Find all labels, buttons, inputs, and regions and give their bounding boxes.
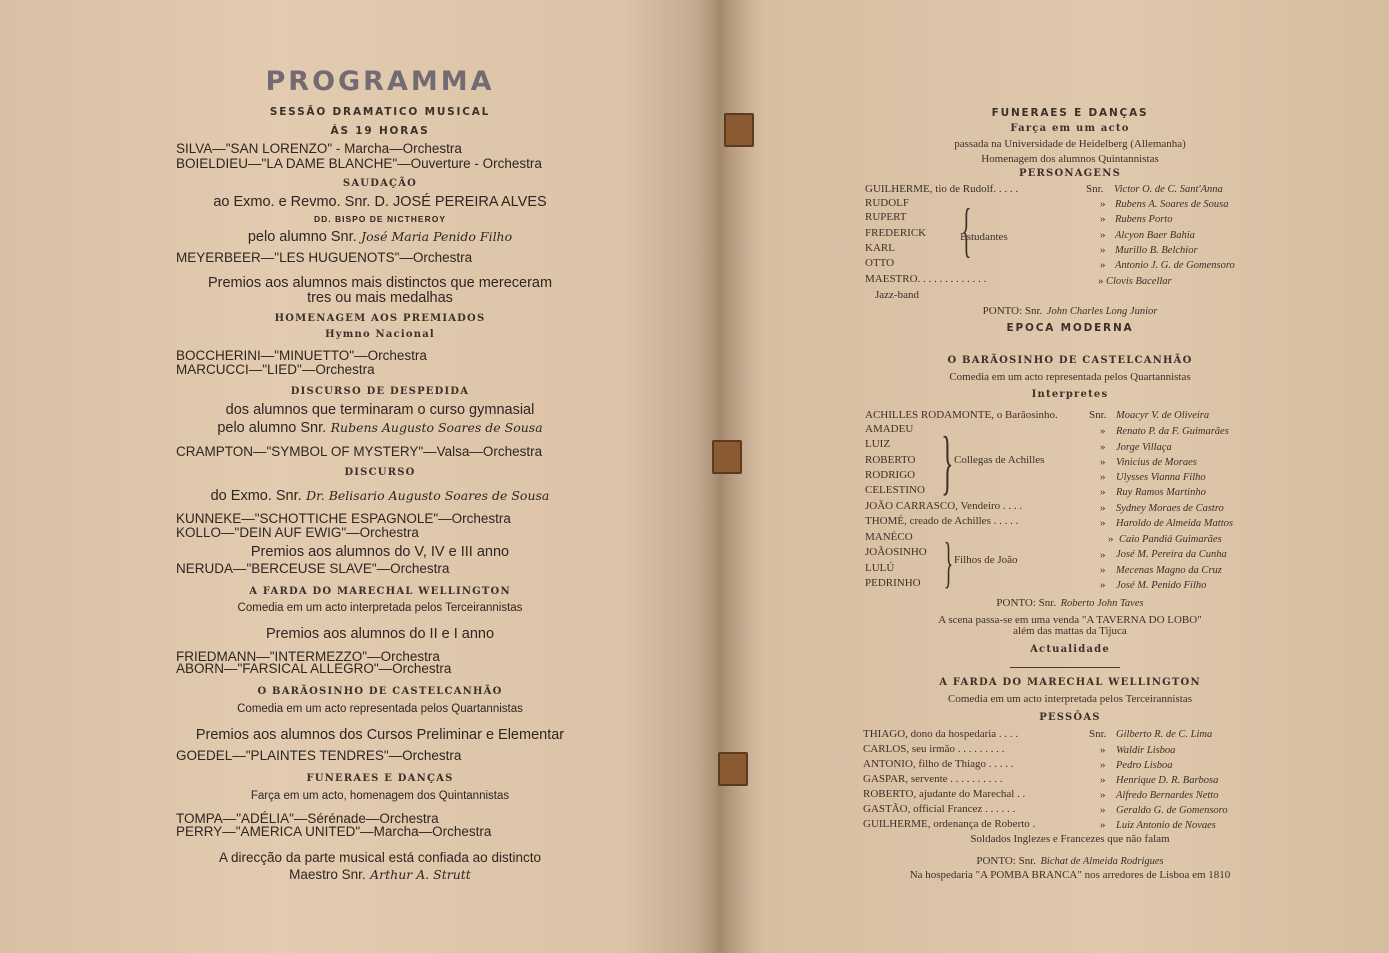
program-item: BOCCHERINI—"MINUETTO"—Orchestra (176, 348, 427, 363)
cast-actor: Sydney Moraes de Castro (1116, 503, 1224, 514)
cast-prefix: » (1100, 471, 1106, 483)
maestro-prefix: Maestro Snr. (289, 867, 366, 882)
maestro-line (160, 866, 600, 884)
speaker-prefix: pelo alumno Snr. (247, 229, 357, 245)
cast-prefix: » (1100, 759, 1106, 771)
farda-heading: A FARDA DO MARECHAL WELLINGTON (939, 677, 1201, 688)
cast-prefix: » (1100, 549, 1106, 561)
cast-actor: Ruy Ramos Martinho (1116, 487, 1206, 498)
despedida-line: dos alumnos que terminaram o curso gymnasial (225, 402, 535, 418)
barao-description: Comedia em um acto representada pelos Quartannistas (237, 703, 523, 715)
interpretes-heading: Interpretes (1031, 389, 1109, 400)
cast-role: ACHILLES RODAMONTE, o Barãosinho. (865, 409, 1058, 421)
barao-description: Comedia em um acto representada pelos Quartannistas (949, 371, 1191, 383)
cast-role: THOMÉ, creado de Achilles . . . . . (865, 515, 1019, 527)
cast-actor: Jorge Villaça (1116, 442, 1172, 453)
funeraes-heading: FUNERAES E DANÇAS (306, 773, 454, 784)
cast-prefix: » (1100, 804, 1106, 816)
cast-role: GUILHERME, ordenança de Roberto . (863, 818, 1036, 830)
ponto-line (860, 851, 1280, 869)
premios-line: Premios aos alumnos do V, IV e III anno (250, 544, 510, 560)
cast-role: CARLOS, seu irmão . . . . . . . . . (863, 743, 1005, 755)
ponto-name: John Charles Long Junior (1046, 306, 1158, 317)
collegas-label: Collegas de Achilles (954, 454, 1045, 466)
despedida-heading: DISCURSO DE DESPEDIDA (290, 386, 470, 397)
cast-actor: Moacyr V. de Oliveira (1116, 410, 1210, 421)
cast-actor: Murillo B. Belchior (1115, 245, 1198, 256)
cast-role: GASPAR, servente . . . . . . . . . . (863, 773, 1003, 785)
cast-actor: Mecenas Magno da Cruz (1116, 565, 1222, 576)
farda-heading: A FARDA DO MARECHAL WELLINGTON (249, 586, 511, 597)
farca-heading: Farça em um acto (1010, 123, 1130, 134)
speaker-name: José Maria Penido Filho (361, 229, 513, 244)
cast-prefix: » (1100, 198, 1106, 210)
hospedaria-line: Na hospedaria "A POMBA BRANCA" nos arredores de Lisboa em 1810 (909, 869, 1231, 881)
cast-prefix: » (1100, 425, 1106, 437)
discurso-speaker (160, 487, 600, 505)
homenagem-heading: HOMENAGEM AOS PREMIADOS (274, 313, 486, 324)
ponto-line (860, 301, 1280, 319)
ponto-name: Roberto John Taves (1060, 598, 1144, 609)
maestro-name: Arthur A. Strutt (370, 867, 471, 882)
speaker-name: Dr. Belisario Augusto Soares de Sousa (306, 488, 550, 503)
cast-prefix: » (1100, 579, 1106, 591)
cast-role: LULÚ (865, 562, 895, 574)
cast-prefix: » (1100, 441, 1106, 453)
program-item: TOMPA—"ADÉLIA"—Sérénade—Orchestra (176, 811, 439, 826)
scena-line: além das mattas da Tijuca (1013, 625, 1127, 637)
program-item: PERRY—"AMERICA UNITED"—Marcha—Orchestra (176, 824, 492, 839)
cast-role: FREDERICK (865, 227, 927, 239)
program-item: GOEDEL—"PLAINTES TENDRES"—Orchestra (176, 748, 462, 763)
cast-actor: José M. Penido Filho (1116, 580, 1207, 591)
cast-role: KARL (865, 242, 895, 254)
cast-actor: Gilberto R. de C. Lima (1116, 729, 1213, 740)
cast-actor: José M. Pereira da Cunha (1116, 549, 1227, 560)
cast-prefix: Snr. (1089, 728, 1107, 740)
jazz-label: Jazz-band (875, 289, 919, 301)
cast-role: AMADEU (865, 423, 914, 435)
passada-line: passada na Universidade de Heidelberg (Allemanha) (954, 138, 1186, 150)
cast-actor: Alcyon Baer Bahia (1115, 230, 1195, 241)
farda-description: Comedia em um acto interpretada pelos Terceirannistas (948, 693, 1192, 705)
divider (1010, 667, 1120, 668)
ponto-prefix: PONTO: Snr. (976, 855, 1037, 867)
saudacao-line: ao Exmo. e Revmo. Snr. D. JOSÉ PEREIRA ALVES (213, 194, 547, 210)
cast-actor: Rubens A. Soares de Sousa (1115, 199, 1229, 210)
program-item: KOLLO—"DEIN AUF EWIG"—Orchestra (176, 525, 419, 540)
actualidade-heading: Actualidade (1030, 644, 1110, 655)
cast-prefix: » (1100, 229, 1106, 241)
session-heading: SESSÃO DRAMATICO MUSICAL (269, 106, 491, 118)
left-page (160, 0, 600, 953)
speaker-name: Rubens Augusto Soares de Sousa (330, 420, 543, 435)
bispo-line: DD. BISPO DE NICTHEROY (313, 214, 447, 224)
personagens-heading: PERSONAGENS (1018, 168, 1121, 179)
cast-prefix: » (1100, 502, 1106, 514)
cast-prefix: Snr. (1089, 409, 1107, 421)
cast-actor: Geraldo G. de Gomensoro (1116, 805, 1228, 816)
cast-actor: Alfredo Bernardes Netto (1116, 790, 1219, 801)
cast-role: RUPERT (865, 211, 907, 223)
cast-role: THIAGO, dono da hospedaria . . . . (863, 728, 1019, 740)
cast-role: RODRIGO (865, 469, 916, 481)
hymno-heading: Hymno Nacional (325, 329, 435, 340)
discurso-heading: DISCURSO (344, 467, 416, 478)
ponto-name: Bichat de Almeida Rodrigues (1040, 856, 1164, 867)
program-item: FRIEDMANN—"INTERMEZZO"—Orchestra (176, 649, 440, 664)
cast-prefix: » (1100, 517, 1106, 529)
funeraes-heading: FUNERAES E DANÇAS (991, 107, 1149, 119)
ponto-line (860, 593, 1280, 611)
program-item: NERUDA—"BERCEUSE SLAVE"—Orchestra (176, 561, 450, 576)
cast-prefix: » (1100, 213, 1106, 225)
staple-middle (712, 440, 742, 474)
cast-actor: Pedro Lisboa (1116, 760, 1173, 771)
estudantes-label: Estudantes (960, 231, 1008, 243)
cast-actor: Waldir Lisboa (1116, 745, 1176, 756)
cast-actor: Victor O. de C. Sant'Anna (1114, 184, 1223, 195)
pessoas-heading: PESSÔAS (1039, 712, 1101, 723)
cast-actor: Henrique D. R. Barbosa (1116, 775, 1219, 786)
cast-prefix: » (1108, 533, 1114, 545)
cast-prefix: » (1098, 275, 1104, 287)
cast-role: ROBERTO, ajudante do Marechal . . (863, 788, 1026, 800)
cast-prefix: » (1100, 486, 1106, 498)
cast-actor: Rubens Porto (1115, 214, 1173, 225)
speaker-prefix: do Exmo. Snr. (210, 488, 302, 504)
cast-role: ROBERTO (865, 454, 916, 466)
cast-role: CELESTINO (865, 484, 925, 496)
cast-role: GUILHERME, tio de Rudolf. . . . . (865, 183, 1019, 195)
cast-role: PEDRINHO (865, 577, 921, 589)
cast-actor: Clovis Bacellar (1106, 276, 1172, 287)
premios-line: tres ou mais medalhas (307, 290, 453, 306)
cast-role: LUIZ (865, 438, 891, 450)
speaker-prefix: pelo alumno Snr. (217, 420, 327, 436)
programma-title: PROGRAMMA (265, 66, 495, 97)
program-item: ABORN—"FARSICAL ALLEGRO"—Orchestra (176, 661, 452, 676)
premios-line: Premios aos alumnos do II e I anno (265, 626, 495, 642)
cast-role: GASTÃO, official Francez . . . . . . (863, 803, 1016, 815)
cast-role: JOÃOSINHO (865, 546, 927, 558)
brace-symbol: } (941, 422, 954, 502)
cast-actor: Haroldo de Almeida Mattos (1116, 518, 1233, 529)
cast-actor: Vinicius de Moraes (1116, 457, 1197, 468)
cast-prefix: » (1100, 819, 1106, 831)
program-item: MEYERBEER—"LES HUGUENOTS"—Orchestra (176, 250, 473, 265)
saudacao-speaker (160, 228, 600, 246)
cast-actor: Ulysses Vianna Filho (1116, 472, 1206, 483)
cast-role: ANTONIO, filho de Thiago . . . . . (863, 758, 1014, 770)
cast-prefix: » (1100, 244, 1106, 256)
barao-heading: O BARÃOSINHO DE CASTELCANHÃO (947, 355, 1193, 366)
direccao-line: A direcção da parte musical está confiada ao distincto (219, 850, 541, 865)
cast-actor: Luiz Antonio de Novaes (1116, 820, 1216, 831)
cast-actor: Antonio J. G. de Gomensoro (1115, 260, 1235, 271)
scena-line: A scena passa-se em uma venda "A TAVERNA DO LOBO" (938, 614, 1202, 626)
brace-symbol: { (961, 197, 972, 263)
cast-prefix: » (1100, 259, 1106, 271)
cast-role: RUDOLF (865, 197, 910, 209)
staple-top (724, 113, 754, 147)
farda-description: Comedia em um acto interpretada pelos Terceirannistas (237, 602, 523, 614)
brace-symbol: } (943, 532, 954, 594)
barao-heading: O BARÃOSINHO DE CASTELCANHÃO (257, 686, 503, 697)
premios-line: Premios aos alumnos dos Cursos Preliminar e Elementar (195, 727, 565, 743)
cast-actor: Renato P. da F. Guimarães (1116, 426, 1229, 437)
program-item: KUNNEKE—"SCHOTTICHE ESPAGNOLE"—Orchestra (176, 511, 511, 526)
cast-prefix: » (1100, 774, 1106, 786)
time-heading: ÁS 19 HORAS (330, 125, 430, 137)
ponto-prefix: PONTO: Snr. (996, 597, 1057, 609)
soldados-line: Soldados Inglezes e Francezes que não falam (970, 833, 1170, 845)
filhos-label: Filhos de João (954, 554, 1018, 566)
cast-prefix: » (1100, 744, 1106, 756)
cast-role: JOÃO CARRASCO, Vendeiro . . . . (865, 500, 1023, 512)
cast-role: MAESTRO. . . . . . . . . . . . . (865, 273, 987, 285)
ponto-prefix: PONTO: Snr. (982, 305, 1043, 317)
cast-actor: Caio Pandiá Guimarães (1119, 534, 1222, 545)
program-item: CRAMPTON—"SYMBOL OF MYSTERY"—Valsa—Orchestra (176, 444, 543, 459)
cast-role: MANÉCO (865, 531, 913, 543)
homenagem-line: Homenagem dos alumnos Quintannistas (981, 153, 1159, 165)
cast-prefix: » (1100, 789, 1106, 801)
cast-prefix: » (1100, 564, 1106, 576)
saudacao-heading: SAUDAÇÃO (342, 178, 418, 189)
cast-role: OTTO (865, 257, 895, 269)
program-item: SILVA—"SAN LORENZO" - Marcha—Orchestra (176, 141, 462, 156)
program-item: BOIELDIEU—"LA DAME BLANCHE"—Ouverture - Orchestra (176, 156, 542, 171)
staple-bottom (718, 752, 748, 786)
cast-prefix: Snr. (1086, 183, 1104, 195)
funeraes-description: Farça em um acto, homenagem dos Quintannistas (250, 790, 510, 802)
program-item: MARCUCCI—"LIED"—Orchestra (176, 362, 375, 377)
despedida-speaker (160, 419, 600, 437)
premios-line: Premios aos alumnos mais distinctos que mereceram (207, 275, 553, 291)
right-page (860, 0, 1280, 953)
epoca-heading: EPOCA MODERNA (1006, 322, 1134, 334)
cast-prefix: » (1100, 456, 1106, 468)
